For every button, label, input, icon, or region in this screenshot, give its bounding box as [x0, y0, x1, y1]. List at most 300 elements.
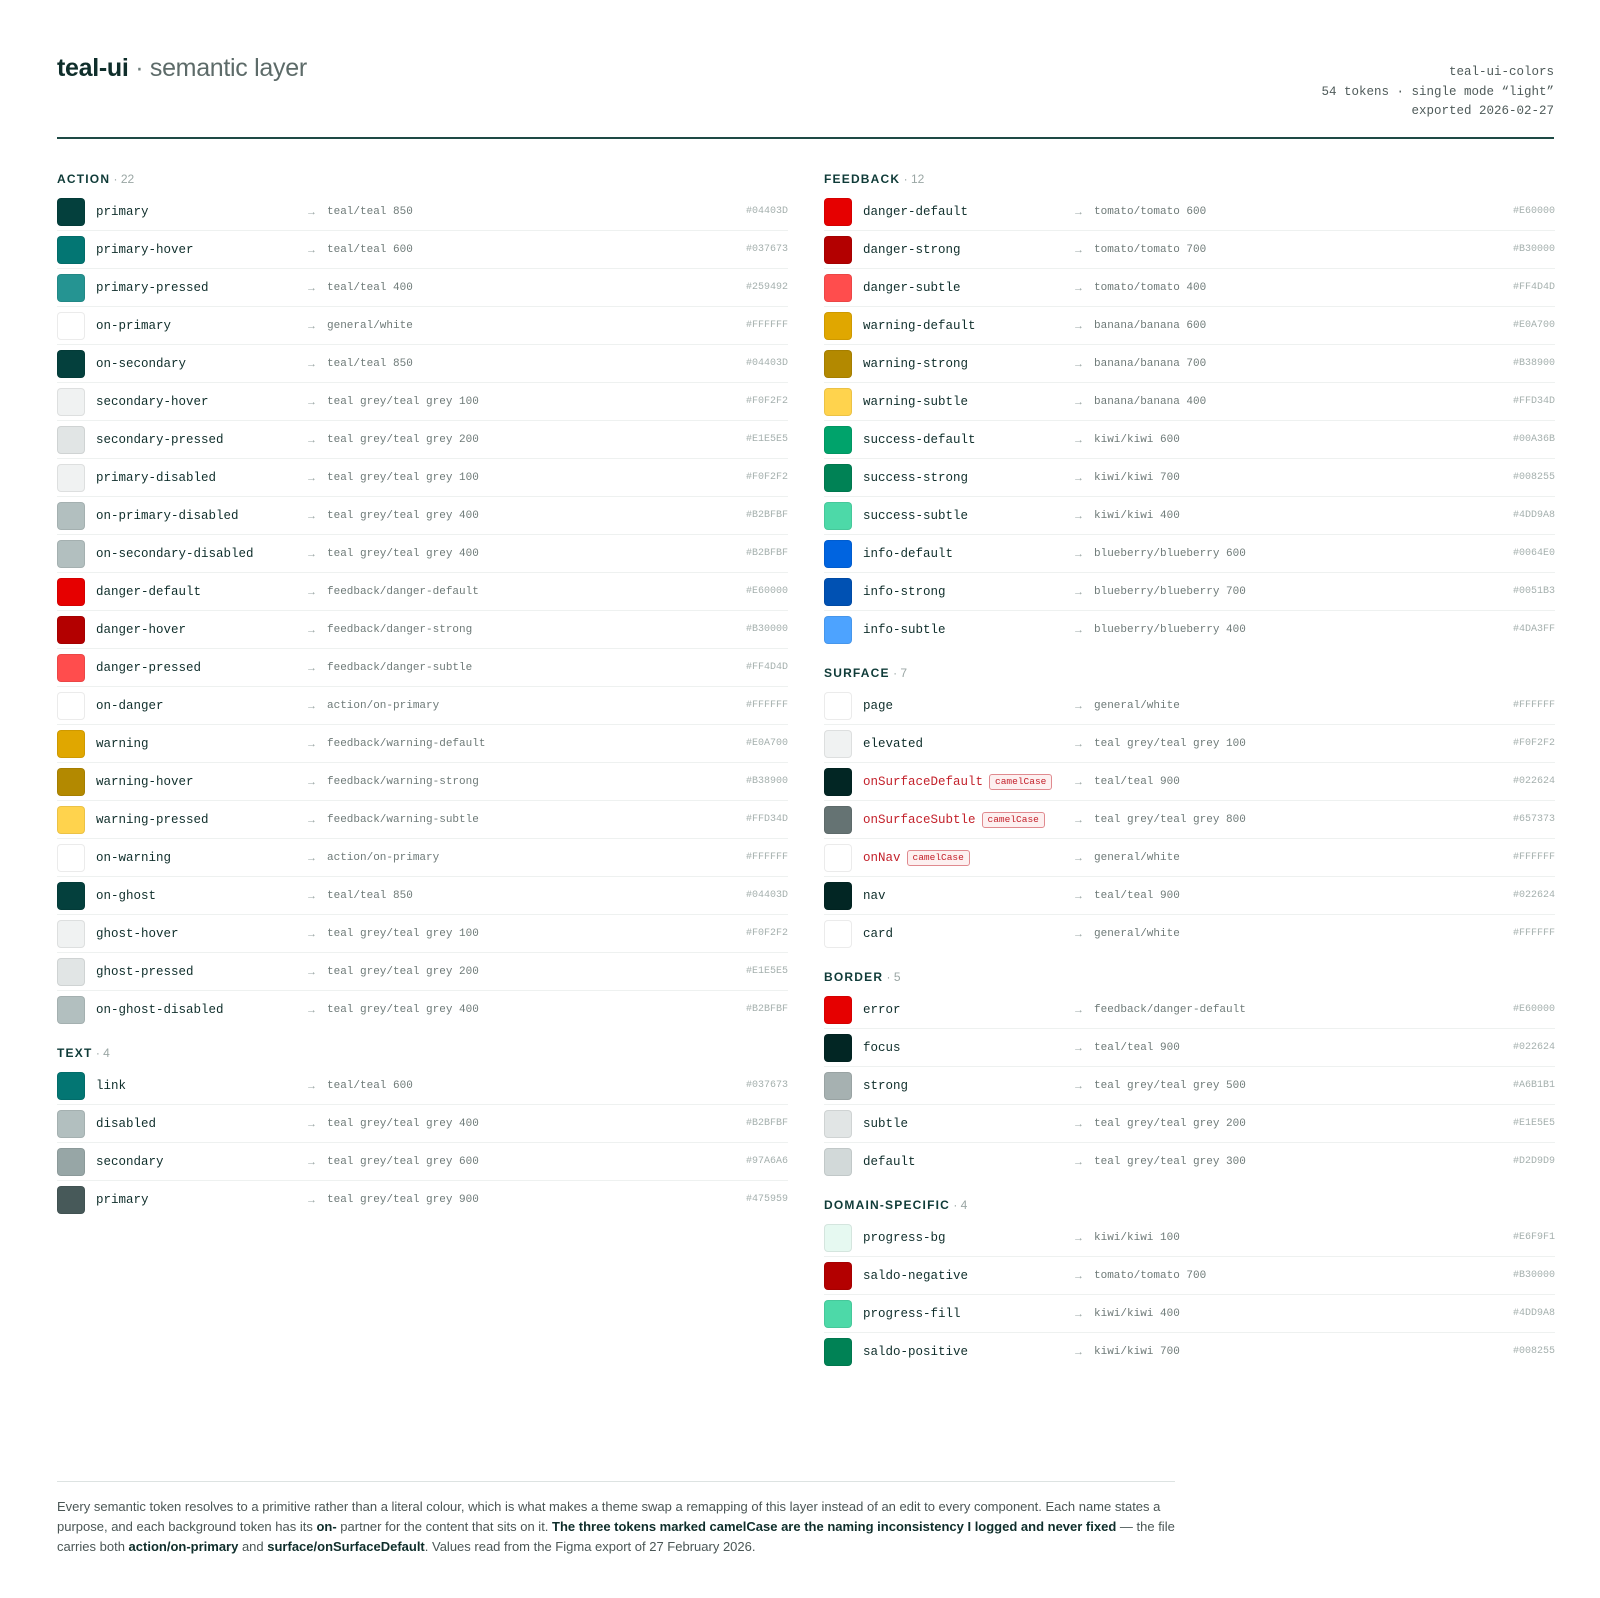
token-row	[57, 307, 788, 345]
hex-value: #475959	[745, 1194, 788, 1205]
token-row	[824, 991, 1555, 1029]
token-name-text: warning-default	[863, 319, 976, 333]
color-swatch	[824, 1110, 852, 1138]
token-name	[863, 877, 886, 915]
color-swatch	[824, 464, 852, 492]
primitive-reference: feedback/danger-default	[327, 586, 479, 598]
token-row	[57, 231, 788, 269]
arrow-right-icon: →	[1073, 586, 1084, 598]
token-row	[824, 231, 1555, 269]
token-name	[96, 193, 149, 231]
token-row	[824, 839, 1555, 877]
primitive-reference: teal grey/teal grey 200	[327, 966, 479, 978]
token-name-text: on-secondary-disabled	[96, 547, 254, 561]
token-row	[57, 1067, 788, 1105]
token-name	[96, 383, 209, 421]
token-name-text: onSurfaceSubtle	[863, 813, 976, 827]
color-swatch	[57, 198, 85, 226]
token-name	[96, 459, 216, 497]
token-row	[57, 421, 788, 459]
arrow-right-icon: →	[306, 776, 317, 788]
color-swatch	[824, 996, 852, 1024]
token-row	[824, 1143, 1555, 1181]
token-name	[96, 915, 179, 953]
arrow-right-icon: →	[1073, 852, 1084, 864]
file-meta	[1321, 63, 1554, 122]
arrow-right-icon: →	[1073, 510, 1084, 522]
primitive-reference: blueberry/blueberry 600	[1094, 548, 1246, 560]
arrow-right-icon: →	[306, 966, 317, 978]
color-swatch	[57, 730, 85, 758]
hex-value: #B2BFBF	[745, 548, 788, 559]
token-name	[96, 649, 201, 687]
color-swatch	[824, 692, 852, 720]
arrow-right-icon: →	[1073, 244, 1084, 256]
token-name-text: on-primary-disabled	[96, 509, 239, 523]
token-name	[96, 1143, 164, 1181]
token-name	[863, 839, 970, 877]
primitive-reference: feedback/danger-default	[1094, 1004, 1246, 1016]
group-title: FEEDBACK	[824, 172, 901, 186]
hex-value: #FF4D4D	[745, 662, 788, 673]
footer-text: and	[238, 1539, 268, 1554]
token-group	[57, 1046, 788, 1219]
arrow-right-icon: →	[1073, 396, 1084, 408]
hex-value: #B38900	[745, 776, 788, 787]
arrow-right-icon: →	[306, 206, 317, 218]
color-swatch	[57, 426, 85, 454]
arrow-right-icon: →	[1073, 1308, 1084, 1320]
token-row	[57, 991, 788, 1029]
color-swatch	[824, 768, 852, 796]
hex-value: #E1E5E5	[745, 434, 788, 445]
token-name	[96, 991, 224, 1029]
token-row	[824, 1257, 1555, 1295]
color-swatch	[824, 1148, 852, 1176]
hex-value: #A6B1B1	[1512, 1080, 1555, 1091]
hex-value: #FFD34D	[745, 814, 788, 825]
color-swatch	[57, 274, 85, 302]
primitive-reference: tomato/tomato 700	[1094, 244, 1207, 256]
color-swatch	[57, 768, 85, 796]
arrow-right-icon: →	[306, 510, 317, 522]
token-group	[824, 172, 1555, 649]
group-count: · 5	[886, 970, 901, 984]
footer-divider	[57, 1481, 1175, 1482]
primitive-reference: banana/banana 600	[1094, 320, 1207, 332]
arrow-right-icon: →	[1073, 282, 1084, 294]
color-swatch	[824, 1338, 852, 1366]
arrow-right-icon: →	[1073, 1042, 1084, 1054]
arrow-right-icon: →	[1073, 1346, 1084, 1358]
hex-value: #FF4D4D	[1512, 282, 1555, 293]
token-name-text: onSurfaceDefault	[863, 775, 984, 789]
token-row	[824, 725, 1555, 763]
color-swatch	[57, 1110, 85, 1138]
primitive-reference: feedback/warning-subtle	[327, 814, 479, 826]
arrow-right-icon: →	[1073, 890, 1084, 902]
arrow-right-icon: →	[306, 852, 317, 864]
hex-value: #E1E5E5	[1512, 1118, 1555, 1129]
color-swatch	[824, 1072, 852, 1100]
color-swatch	[824, 426, 852, 454]
primitive-reference: teal grey/teal grey 400	[327, 1004, 479, 1016]
color-swatch	[824, 198, 852, 226]
arrow-right-icon: →	[1073, 358, 1084, 370]
token-name-text: danger-hover	[96, 623, 187, 637]
page	[57, 0, 1555, 1359]
token-row	[824, 535, 1555, 573]
token-row	[824, 1105, 1555, 1143]
arrow-right-icon: →	[1073, 206, 1084, 218]
token-name-text: on-secondary	[96, 357, 187, 371]
token-name-text: primary-pressed	[96, 281, 209, 295]
primitive-reference: blueberry/blueberry 400	[1094, 624, 1246, 636]
primitive-reference: teal/teal 850	[327, 890, 413, 902]
hex-value: #B30000	[1512, 244, 1555, 255]
color-swatch	[824, 1224, 852, 1252]
token-row	[57, 383, 788, 421]
primitive-reference: banana/banana 400	[1094, 396, 1207, 408]
hex-value: #B30000	[1512, 1270, 1555, 1281]
hex-value: #4DA3FF	[1512, 624, 1555, 635]
token-name	[96, 421, 224, 459]
color-swatch	[824, 388, 852, 416]
token-name-text: strong	[863, 1079, 909, 1093]
token-name-text: warning-hover	[96, 775, 194, 789]
hex-value: #E1E5E5	[745, 966, 788, 977]
token-name-text: focus	[863, 1041, 901, 1055]
arrow-right-icon: →	[1073, 1118, 1084, 1130]
arrow-right-icon: →	[306, 890, 317, 902]
primitive-reference: feedback/warning-default	[327, 738, 486, 750]
color-swatch	[57, 806, 85, 834]
hex-value: #0051B3	[1512, 586, 1555, 597]
group-title: ACTION	[57, 172, 111, 186]
group-header	[824, 970, 1555, 991]
hex-value: #657373	[1512, 814, 1555, 825]
hex-value: #F0F2F2	[745, 396, 788, 407]
token-row	[824, 383, 1555, 421]
arrow-right-icon: →	[306, 434, 317, 446]
color-swatch	[824, 882, 852, 910]
primitive-reference: teal/teal 900	[1094, 776, 1180, 788]
arrow-right-icon: →	[306, 1118, 317, 1130]
token-row	[57, 953, 788, 991]
color-swatch	[824, 920, 852, 948]
token-name-text: on-ghost-disabled	[96, 1003, 224, 1017]
token-name-text: disabled	[96, 1117, 157, 1131]
token-name	[96, 307, 171, 345]
color-swatch	[57, 350, 85, 378]
token-group	[824, 970, 1555, 1181]
token-row	[824, 1333, 1555, 1371]
token-name-text: primary	[96, 205, 149, 219]
token-name	[96, 1181, 149, 1219]
footer-text: . Values read from the Figma export of 27 February 2026.	[424, 1539, 756, 1554]
color-swatch	[57, 578, 85, 606]
token-name	[863, 1105, 908, 1143]
hex-value: #FFFFFF	[1512, 928, 1555, 939]
arrow-right-icon: →	[306, 1194, 317, 1206]
meta-export-date: exported 2026-02-27	[1411, 104, 1554, 118]
token-name-text: primary-hover	[96, 243, 194, 257]
primitive-reference: teal grey/teal grey 100	[327, 396, 479, 408]
arrow-right-icon: →	[1073, 776, 1084, 788]
token-row	[824, 915, 1555, 953]
arrow-right-icon: →	[1073, 928, 1084, 940]
arrow-right-icon: →	[1073, 624, 1084, 636]
meta-file-name: teal-ui-colors	[1448, 65, 1554, 79]
primitive-reference: tomato/tomato 600	[1094, 206, 1207, 218]
title-separator: ·	[135, 54, 144, 82]
primitive-reference: tomato/tomato 700	[1094, 1270, 1207, 1282]
token-row	[57, 535, 788, 573]
token-row	[824, 459, 1555, 497]
arrow-right-icon: →	[1073, 700, 1084, 712]
token-name	[863, 497, 968, 535]
color-swatch	[57, 1072, 85, 1100]
token-row	[57, 345, 788, 383]
token-name-text: primary	[96, 1193, 149, 1207]
token-name	[863, 193, 968, 231]
token-row	[57, 1105, 788, 1143]
color-swatch	[824, 578, 852, 606]
token-name-text: warning-pressed	[96, 813, 209, 827]
camelcase-badge: camelCase	[982, 812, 1045, 828]
hex-value: #04403D	[745, 358, 788, 369]
primitive-reference: general/white	[1094, 852, 1180, 864]
arrow-right-icon: →	[1073, 1270, 1084, 1282]
group-title: TEXT	[57, 1046, 93, 1060]
group-header	[57, 172, 788, 193]
color-swatch	[824, 844, 852, 872]
hex-value: #04403D	[745, 206, 788, 217]
token-row	[57, 193, 788, 231]
token-name	[863, 307, 976, 345]
primitive-reference: teal grey/teal grey 200	[1094, 1118, 1246, 1130]
token-name	[96, 231, 194, 269]
primitive-reference: kiwi/kiwi 700	[1094, 472, 1180, 484]
token-name	[863, 611, 946, 649]
token-row	[824, 877, 1555, 915]
hex-value: #0064E0	[1512, 548, 1555, 559]
token-group	[824, 1198, 1555, 1371]
arrow-right-icon: →	[1073, 814, 1084, 826]
header	[57, 0, 1554, 140]
arrow-right-icon: →	[306, 928, 317, 940]
token-row	[824, 193, 1555, 231]
token-name	[96, 763, 194, 801]
color-swatch	[824, 1300, 852, 1328]
primitive-reference: teal grey/teal grey 400	[327, 548, 479, 560]
hex-value: #E60000	[745, 586, 788, 597]
primitive-reference: general/white	[1094, 700, 1180, 712]
token-name-text: on-danger	[96, 699, 164, 713]
color-swatch	[824, 312, 852, 340]
token-row	[824, 497, 1555, 535]
primitive-reference: banana/banana 700	[1094, 358, 1207, 370]
color-swatch	[57, 312, 85, 340]
color-swatch	[57, 920, 85, 948]
color-swatch	[57, 236, 85, 264]
token-group	[57, 172, 788, 1029]
token-row	[57, 725, 788, 763]
arrow-right-icon: →	[306, 1156, 317, 1168]
arrow-right-icon: →	[306, 396, 317, 408]
arrow-right-icon: →	[1073, 320, 1084, 332]
color-swatch	[824, 236, 852, 264]
arrow-right-icon: →	[306, 814, 317, 826]
arrow-right-icon: →	[306, 282, 317, 294]
token-row	[57, 269, 788, 307]
token-name-text: ghost-hover	[96, 927, 179, 941]
primitive-reference: teal grey/teal grey 200	[327, 434, 479, 446]
color-swatch	[57, 844, 85, 872]
token-name	[96, 269, 209, 307]
token-name-text: success-strong	[863, 471, 969, 485]
hex-value: #04403D	[745, 890, 788, 901]
group-count: · 12	[903, 172, 925, 186]
token-name-text: elevated	[863, 737, 924, 751]
color-swatch	[824, 730, 852, 758]
arrow-right-icon: →	[1073, 1004, 1084, 1016]
token-name	[863, 915, 893, 953]
footer-emphasis: surface/onSurfaceDefault	[267, 1539, 425, 1554]
token-name	[863, 1333, 968, 1371]
token-name-text: danger-subtle	[863, 281, 961, 295]
color-swatch	[824, 1262, 852, 1290]
group-header	[824, 666, 1555, 687]
primitive-reference: kiwi/kiwi 700	[1094, 1346, 1180, 1358]
token-name	[863, 1029, 901, 1067]
primitive-reference: blueberry/blueberry 700	[1094, 586, 1246, 598]
primitive-reference: teal grey/teal grey 300	[1094, 1156, 1246, 1168]
token-row	[57, 649, 788, 687]
token-name	[863, 1067, 908, 1105]
token-name-text: info-subtle	[863, 623, 946, 637]
token-row	[57, 915, 788, 953]
hex-value: #022624	[1512, 776, 1555, 787]
token-row	[824, 307, 1555, 345]
token-row	[57, 459, 788, 497]
token-row	[824, 801, 1555, 839]
page-title	[57, 51, 307, 85]
footer-emphasis: The three tokens marked camelCase are the naming inconsistency I logged and never fixed	[552, 1519, 1117, 1534]
color-swatch	[824, 806, 852, 834]
footer-text: partner for the content that sits on it.	[336, 1519, 553, 1534]
token-column-left	[57, 172, 788, 1236]
primitive-reference: teal grey/teal grey 100	[327, 928, 479, 940]
arrow-right-icon: →	[1073, 548, 1084, 560]
token-name-text: primary-disabled	[96, 471, 217, 485]
token-row	[57, 839, 788, 877]
hex-value: #B2BFBF	[745, 1118, 788, 1129]
camelcase-badge: camelCase	[907, 850, 970, 866]
token-name-text: danger-default	[96, 585, 202, 599]
token-name-text: success-subtle	[863, 509, 969, 523]
color-swatch	[57, 540, 85, 568]
primitive-reference: action/on-primary	[327, 700, 440, 712]
token-name	[863, 725, 923, 763]
token-name	[863, 763, 1052, 801]
primitive-reference: teal grey/teal grey 100	[1094, 738, 1246, 750]
token-name	[863, 345, 968, 383]
primitive-reference: feedback/danger-strong	[327, 624, 473, 636]
token-name	[863, 383, 968, 421]
token-name	[96, 611, 186, 649]
hex-value: #B38900	[1512, 358, 1555, 369]
group-title: SURFACE	[824, 666, 890, 680]
token-name	[96, 725, 149, 763]
color-swatch	[57, 388, 85, 416]
arrow-right-icon: →	[306, 358, 317, 370]
hex-value: #F0F2F2	[745, 928, 788, 939]
arrow-right-icon: →	[1073, 472, 1084, 484]
token-row	[824, 1067, 1555, 1105]
token-name	[863, 535, 953, 573]
brand-name: teal-ui	[57, 54, 129, 82]
token-row	[824, 345, 1555, 383]
token-row	[57, 1143, 788, 1181]
primitive-reference: kiwi/kiwi 400	[1094, 1308, 1180, 1320]
token-row	[824, 763, 1555, 801]
footer-emphasis: on-	[316, 1519, 337, 1534]
color-swatch	[57, 654, 85, 682]
arrow-right-icon: →	[306, 662, 317, 674]
primitive-reference: teal grey/teal grey 800	[1094, 814, 1246, 826]
arrow-right-icon: →	[306, 624, 317, 636]
token-name-text: danger-default	[863, 205, 969, 219]
hex-value: #FFFFFF	[1512, 700, 1555, 711]
hex-value: #FFFFFF	[745, 320, 788, 331]
token-name-text: saldo-positive	[863, 1345, 969, 1359]
arrow-right-icon: →	[1073, 1156, 1084, 1168]
arrow-right-icon: →	[1073, 434, 1084, 446]
arrow-right-icon: →	[1073, 1080, 1084, 1092]
token-row	[57, 497, 788, 535]
token-name	[863, 231, 961, 269]
token-name-text: progress-bg	[863, 1231, 946, 1245]
header-divider	[57, 137, 1554, 139]
token-name	[96, 687, 164, 725]
token-name	[863, 269, 961, 307]
token-name	[863, 1219, 946, 1257]
token-row	[824, 1295, 1555, 1333]
hex-value: #008255	[1512, 1346, 1555, 1357]
token-name-text: on-primary	[96, 319, 172, 333]
primitive-reference: action/on-primary	[327, 852, 440, 864]
token-name-text: nav	[863, 889, 886, 903]
hex-value: #F0F2F2	[745, 472, 788, 483]
group-count: · 4	[953, 1198, 968, 1212]
token-name-text: default	[863, 1155, 916, 1169]
primitive-reference: general/white	[327, 320, 413, 332]
group-count: · 4	[95, 1046, 110, 1060]
token-name	[96, 535, 254, 573]
token-column-right	[824, 172, 1555, 1388]
page-subtitle: semantic layer	[149, 54, 307, 82]
token-row	[824, 269, 1555, 307]
token-name	[863, 573, 946, 611]
primitive-reference: teal grey/teal grey 100	[327, 472, 479, 484]
token-row	[57, 1181, 788, 1219]
hex-value: #022624	[1512, 1042, 1555, 1053]
hex-value: #E0A700	[1512, 320, 1555, 331]
color-swatch	[824, 540, 852, 568]
hex-value: #E0A700	[745, 738, 788, 749]
color-swatch	[824, 274, 852, 302]
